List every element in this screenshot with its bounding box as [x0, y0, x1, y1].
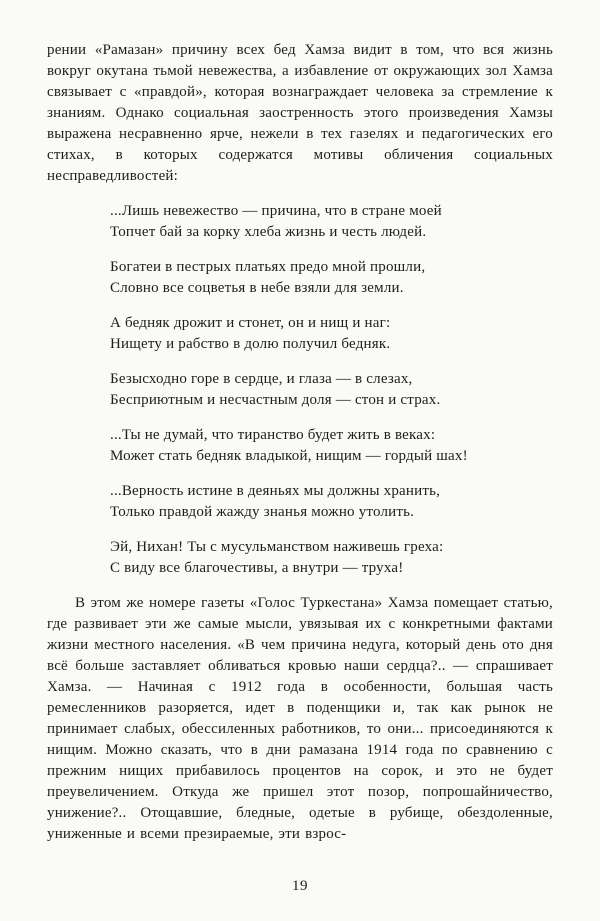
- verse-line: Только правдой жажду знанья можно утолить.: [110, 504, 415, 520]
- verse-line: Эй, Нихан! Ты с мусульманством наживешь греха:: [110, 539, 444, 555]
- verse-line: Может стать бедняк владыкой, нищим — гордый шах!: [110, 448, 468, 464]
- verse-line: ...Ты не думай, что тиранство будет жить в веках:: [110, 427, 436, 443]
- verse-line: Безысходно горе в сердце, и глаза — в слезах,: [110, 371, 413, 387]
- verse-line: ...Лишь невежество — причина, что в стране моей: [110, 203, 442, 219]
- verse-line: С виду все благочестивы, а внутри — труха!: [110, 560, 404, 576]
- stanza-1: [110, 201, 553, 243]
- poem: [110, 201, 553, 579]
- paragraph-article: В этом же номере газеты «Голос Туркестана» Хамза помещает статью, где развивает эти же самые мысли, увязывая их с конкретными фактами жизни местного населения. «В чем причина недуга, который день ото дня всё больше заставляет обливаться кровью наши сердца?.. — спрашивает Хамза. — Начиная с 1912 года в особенности, большая часть ремесленников разоряется, идет в поденщики и, так как рынок не принимает слабых, обессиленных работников, то они... присоединяются к нищим. Можно сказать, что в дни рамазана 1914 года по сравнению с прежним нищих прибавилось процентов на сорок, и это не будет преувеличением. Откуда же пришел этот позор, попрошайничество, унижение?.. Отощавшие, бледные, одетые в рубище, обездоленные, униженные и всеми презираемые, эти взрос-: [47, 595, 553, 842]
- verse-line: Нищету и рабство в долю получил бедняк.: [110, 336, 391, 352]
- page-number: 19: [292, 878, 308, 894]
- stanza-4: [110, 369, 553, 411]
- stanza-3: [110, 313, 553, 355]
- stanza-7: [110, 537, 553, 579]
- stanza-5: [110, 425, 553, 467]
- verse-line: Богатеи в пестрых платьях предо мной прошли,: [110, 259, 426, 275]
- paragraph-intro: рении «Рамазан» причину всех бед Хамза видит в том, что вся жизнь вокруг окутана тьмой невежества, а избавление от окружающих зол Хамза связывает с «правдой», которая вознаграждает человека за стремление к знаниям. Однако социальная заостренность этого произведения Хамзы выражена несравненно ярче, нежели в тех газелях и педагогических его стихах, в которых содержатся мотивы обличения социальных несправедливостей:: [47, 42, 553, 184]
- stanza-2: [110, 257, 553, 299]
- stanza-6: [110, 481, 553, 523]
- verse-line: А бедняк дрожит и стонет, он и нищ и наг:: [110, 315, 391, 331]
- verse-line: Бесприютным и несчастным доля — стон и страх.: [110, 392, 441, 408]
- verse-line: Топчет бай за корку хлеба жизнь и честь людей.: [110, 224, 427, 240]
- verse-line: ...Верность истине в деяньях мы должны хранить,: [110, 483, 441, 499]
- verse-line: Словно все соцветья в небе взяли для земли.: [110, 280, 404, 296]
